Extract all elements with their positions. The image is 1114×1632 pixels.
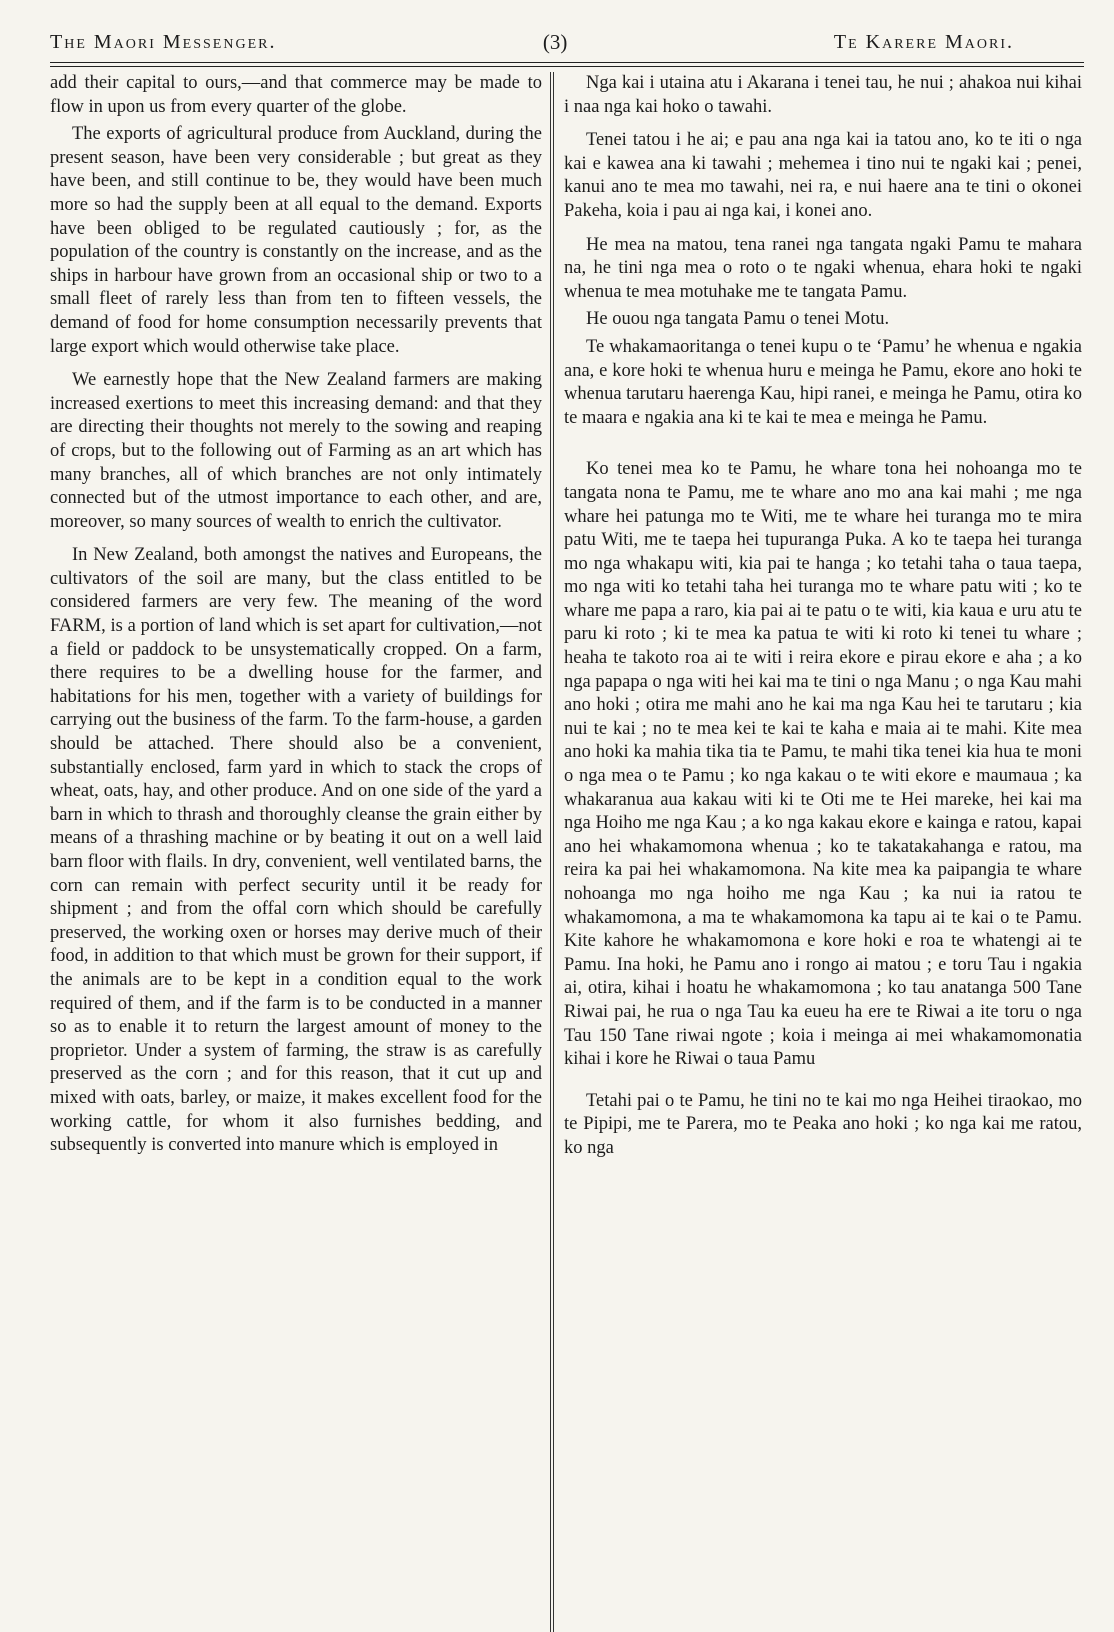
masthead	[50, 22, 1084, 62]
maori-column	[554, 72, 1082, 1632]
english-paragraph: In New Zealand, both amongst the natives and Europeans, the cultivators of the soil are many, but the class entitled to be considered farmers are very few. The meaning of the word FARM, is a portion of land which is set apart for cultivation,—not a field or paddock to be unsystematically cropped. On a farm, there requires to be a dwelling house for the farmer, and habitations for his men, together with a variety of buildings for carrying out the business of the farm. To the farm-house, a garden should be attached. There should also be a convenient, substantially enclosed, farm yard in which to stack the crops of wheat, oats, hay, and other produce. And on one side of the yard a barn in which to thrash and thoroughly cleanse the grain either by means of a thrashing machine or by beating it out on a well laid barn floor with flails. In dry, convenient, well ventilated barns, the corn can remain with perfect security until it be ready for shipment ; and from the offal corn which should be carefully preserved, the working oxen or horses may derive much of their food, in addition to that which must be grown for their support, if the animals are to be kept in a condition equal to the work required of them, and if the farm is to be conducted in a manner so as to enable it to return the largest amount of money to the proprietor. Under a system of farming, the straw is as carefully preserved as the corn ; and for this reason, that it cut up and mixed with oats, barley, or maize, it makes excellent food for the working cattle, for whom it also furnishes bedding, and subsequently is converted into manure which is employed in	[50, 545, 542, 1156]
english-paragraph: The exports of agricultural produce from Auckland, during the present season, have been very considerable ; but great as they have been, and still continue to be, they would have been much more so had the supply been at all equal to the demand. Exports have been obliged to be regulated cautiously ; for, as the population of the country is constantly on the increase, and as the ships in harbour have grown from an occasional ship or two to a small fleet of rarely less than from ten to fifteen vessels, the demand of food for home consumption necessarily prevents that large export which would otherwise take place.	[50, 124, 542, 357]
maori-paragraph: Ko tenei mea ko te Pamu, he whare tona hei nohoanga mo te tangata nona te Pamu, me te whare ano mo ana kai mahi ; me nga whare hei patunga mo te Witi, me te whare hei turanga mo te mira patu Witi, me te taepa hei tupuranga Puka. A ko te taepa hei turanga mo nga whakapu witi, kia pai te hanga ; ko tetahi taha o taua taepa, mo nga witi ko tetahi taha hei turanga mo te whare patu witi ; ko te whare me papa a raro, kia pai ai te patu o te witi, kia kaua e uru atu te paru ki roto ; ki te mea ka patua te witi ki roto ki tenei tu whare ; heaha te takoto roa ai te witi i reira ekore e pirau ekore e aha ; a ko nga papapa o nga witi hei kai ma te tini o nga Manu ; o nga Kau mahi ano hoki ; otira me mahi ano he kai ma nga Kau hei te tarutaru ; kia nui te kai ; no te mea kei te kai te kaha e maia ai te mahi. Kite mea ano hoki ka mahia tika tia te Pamu, te mahi tika tenei kia hua te moni o nga mea o te Pamu ; ko nga kakau o te witi ekore e maumaua ; ka whakaranua aua kakau witi ki te Oti me te Hei mareke, hei kai ma nga Hoiho me nga Kau ; a ko nga kakau ekore e kainga e ratou, kapai ano hei whakamomona whenua ; ko te takatakahanga e ratou, ma reira ka pai hei whakamomona. Na kite mea ka paipangia te whare nohoanga mo nga hoiho me nga Kau ; ka nui ia ratou te whakamomona, a ma te whakamomona ka tapu ai te kai o te Pamu. Kite kahore he whakamomona e kore hoki e roa te whatengi ai te Pamu. Ina hoki, he Pamu ano i rongo ai matou ; e toru Tau i ngakia ai, otira, kihai i hoatu he whakamomona ; ko tau anatanga 500 Tane Riwai pai, he rua o nga Tau ka eueu ha ere te Riwai a ite toru o nga Tau 150 Tane riwai ngote ; koia i meinga ai mei whakamomonatia kihai i kore he Riwai o taua Pamu	[564, 459, 1082, 1070]
maori-paragraph: He mea na matou, tena ranei nga tangata ngaki Pamu te mahara na, he tini nga mea o roto o te ngaki whenua, ehara hoki te ngaki whenua te mea motuhake me te tangata Pamu.	[564, 234, 1082, 302]
columns	[50, 72, 1084, 1632]
maori-paragraph: Nga kai i utaina atu i Akarana i tenei tau, he nui ; ahakoa nui kihai i naa nga kai hoko o tawahi.	[564, 73, 1082, 117]
english-paragraph: add their capital to ours,—and that commerce may be made to flow in upon us from every quarter of the globe.	[50, 73, 542, 117]
english-column	[50, 72, 550, 1632]
header-rule-thin	[50, 66, 1084, 67]
maori-paragraph: Tenei tatou i he ai; e pau ana nga kai ia tatou ano, ko te iti o nga kai e kawea ana ki tawahi ; mehemea i tino nui te ngaki kai ; penei, kanui ano te mea mo tawahi, nei ra, e nui haere ana te tini o okonei Pakeha, koia i pau ai nga kai, i konei ano.	[564, 130, 1082, 221]
english-title: The Maori Messenger.	[50, 30, 277, 53]
english-paragraph: We earnestly hope that the New Zealand farmers are making increased exertions to meet this increasing demand: and that they are directing their thoughts not merely to the sowing and reaping of crops, but to the following out of Farming as an art which has many branches, all of which branches are not only intimately connected but of the utmost importance to each other, and are, moreover, so many sources of wealth to enrich the cultivator.	[50, 370, 542, 532]
page-number: (3)	[542, 29, 568, 54]
maori-paragraph: Te whakamaoritanga o tenei kupu o te ‘Pamu’ he whenua e ngakia ana, e kore hoki te whenua huru e meinga he Pamu, ekore ano hoki te whenua tarutaru haerenga Kau, hipi ranei, e meinga he Pamu, otira ko te maara e ngakia ana ki te kai te mea e meinga he Pamu.	[564, 336, 1082, 428]
header-rule	[50, 62, 1084, 63]
maori-paragraph: Tetahi pai o te Pamu, he tini no te kai mo nga Heihei tiraokao, mo te Pipipi, me te Parera, mo te Peaka ano hoki ; ko nga kai me ratou, ko nga	[564, 1090, 1082, 1158]
maori-paragraph: He ouou nga tangata Pamu o tenei Motu.	[586, 309, 890, 330]
maori-title: Te Karere Maori.	[833, 30, 1014, 53]
